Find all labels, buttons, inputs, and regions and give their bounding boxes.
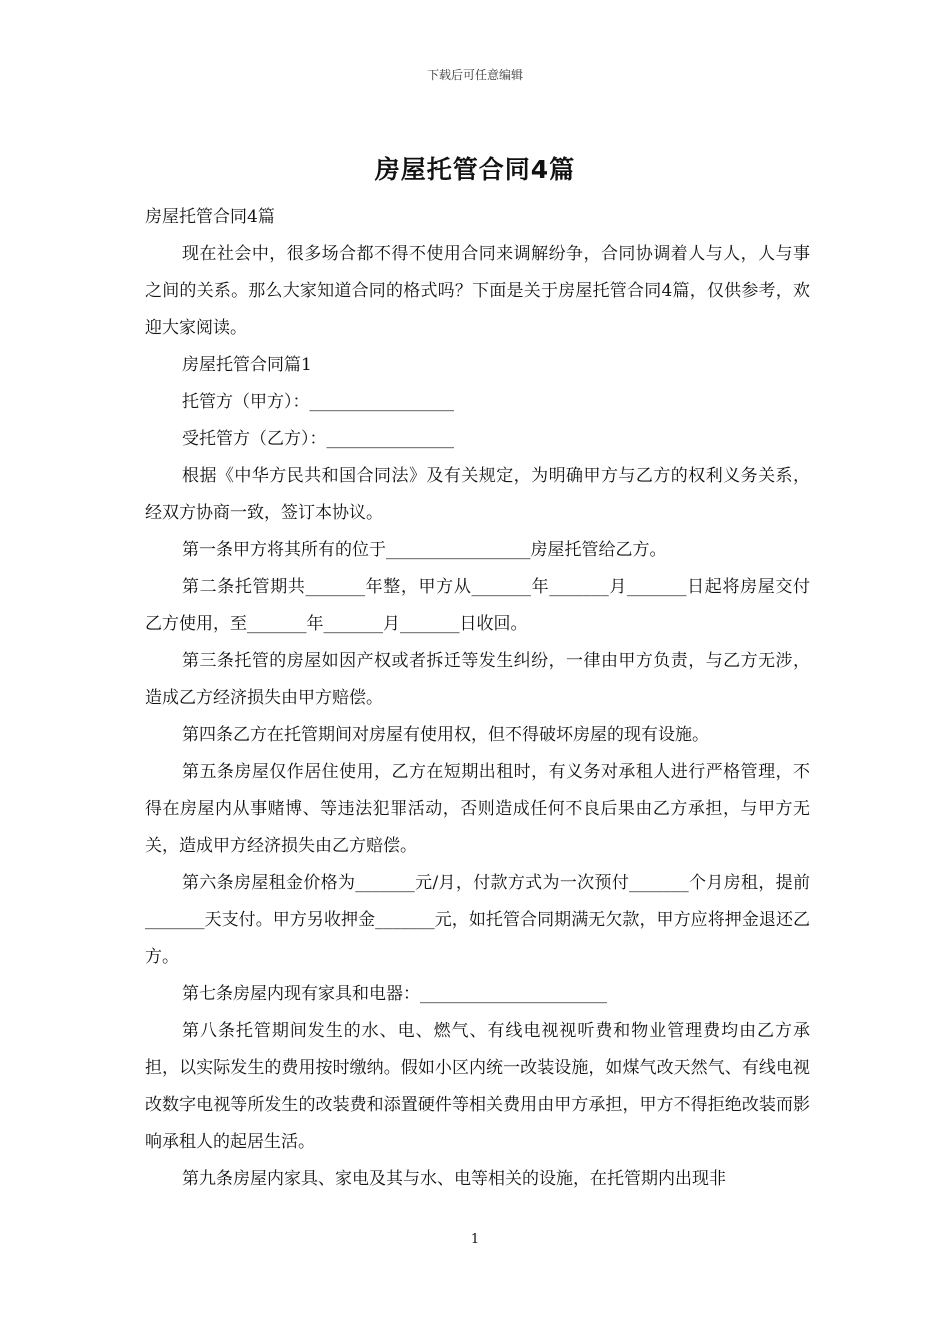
article-5: 第五条房屋仅作居住使用，乙方在短期出租时，有义务对承租人进行严格管理，不得在房屋内从事赌博、等违法犯罪活动，否则造成任何不良后果由乙方承担，与甲方无关，造成甲方经济损失由乙方赔偿。 (145, 762, 810, 856)
document-title: 房屋托管合同4篇 (374, 155, 576, 184)
preamble-paragraph: 根据《中华方民共和国合同法》及有关规定，为明确甲方与乙方的权利义务关系，经双方协商一致，签订本协议。 (145, 466, 810, 523)
article-7: 第七条房屋内现有家具和电器：______________________ (182, 984, 607, 1004)
party-a-line: 托管方（甲方）：_________________ (182, 392, 454, 412)
article-6: 第六条房屋租金价格为_______元/月，付款方式为一次预付_______个月房租，提前_______天支付。甲方另收押金_______元，如托管合同期满无欠款，甲方应将押金退还乙方。 (145, 873, 810, 967)
article-2: 第二条托管期共_______年整，甲方从_______年_______月_______日起将房屋交付乙方使用，至_______年_______月_______日收回。 (145, 577, 810, 634)
page-header: 下载后可任意编辑 (426, 68, 523, 82)
article-3: 第三条托管的房屋如因产权或者拆迁等发生纠纷，一律由甲方负责，与乙方无涉，造成乙方经济损失由甲方赔偿。 (145, 651, 810, 708)
article-8: 第八条托管期间发生的水、电、燃气、有线电视视听费和物业管理费均由乙方承担，以实际发生的费用按时缴纳。假如小区内统一改装设施，如煤气改天然气、有线电视改数字电视等所发生的改装费和添置硬件等相关费用由甲方承担，甲方不得拒绝改装而影响承租人的起居生活。 (145, 1021, 810, 1152)
party-b-line: 受托管方（乙方）：_______________ (182, 429, 454, 449)
subtitle-paragraph: 房屋托管合同4篇 (145, 207, 275, 227)
article-1: 第一条甲方将其所有的位于_________________房屋托管给乙方。 (182, 540, 667, 560)
section-heading: 房屋托管合同篇1 (182, 355, 312, 375)
article-9: 第九条房屋内家具、家电及其与水、电等相关的设施，在托管期内出现非 (182, 1169, 726, 1189)
article-4: 第四条乙方在托管期间对房屋有使用权，但不得破坏房屋的现有设施。 (182, 725, 709, 745)
intro-paragraph: 现在社会中，很多场合都不得不使用合同来调解纷争，合同协调着人与人，人与事之间的关系。那么大家知道合同的格式吗？下面是关于房屋托管合同4篇，仅供参考，欢迎大家阅读。 (145, 244, 810, 338)
document-body (145, 199, 810, 1198)
page-number: 1 (470, 1232, 480, 1247)
